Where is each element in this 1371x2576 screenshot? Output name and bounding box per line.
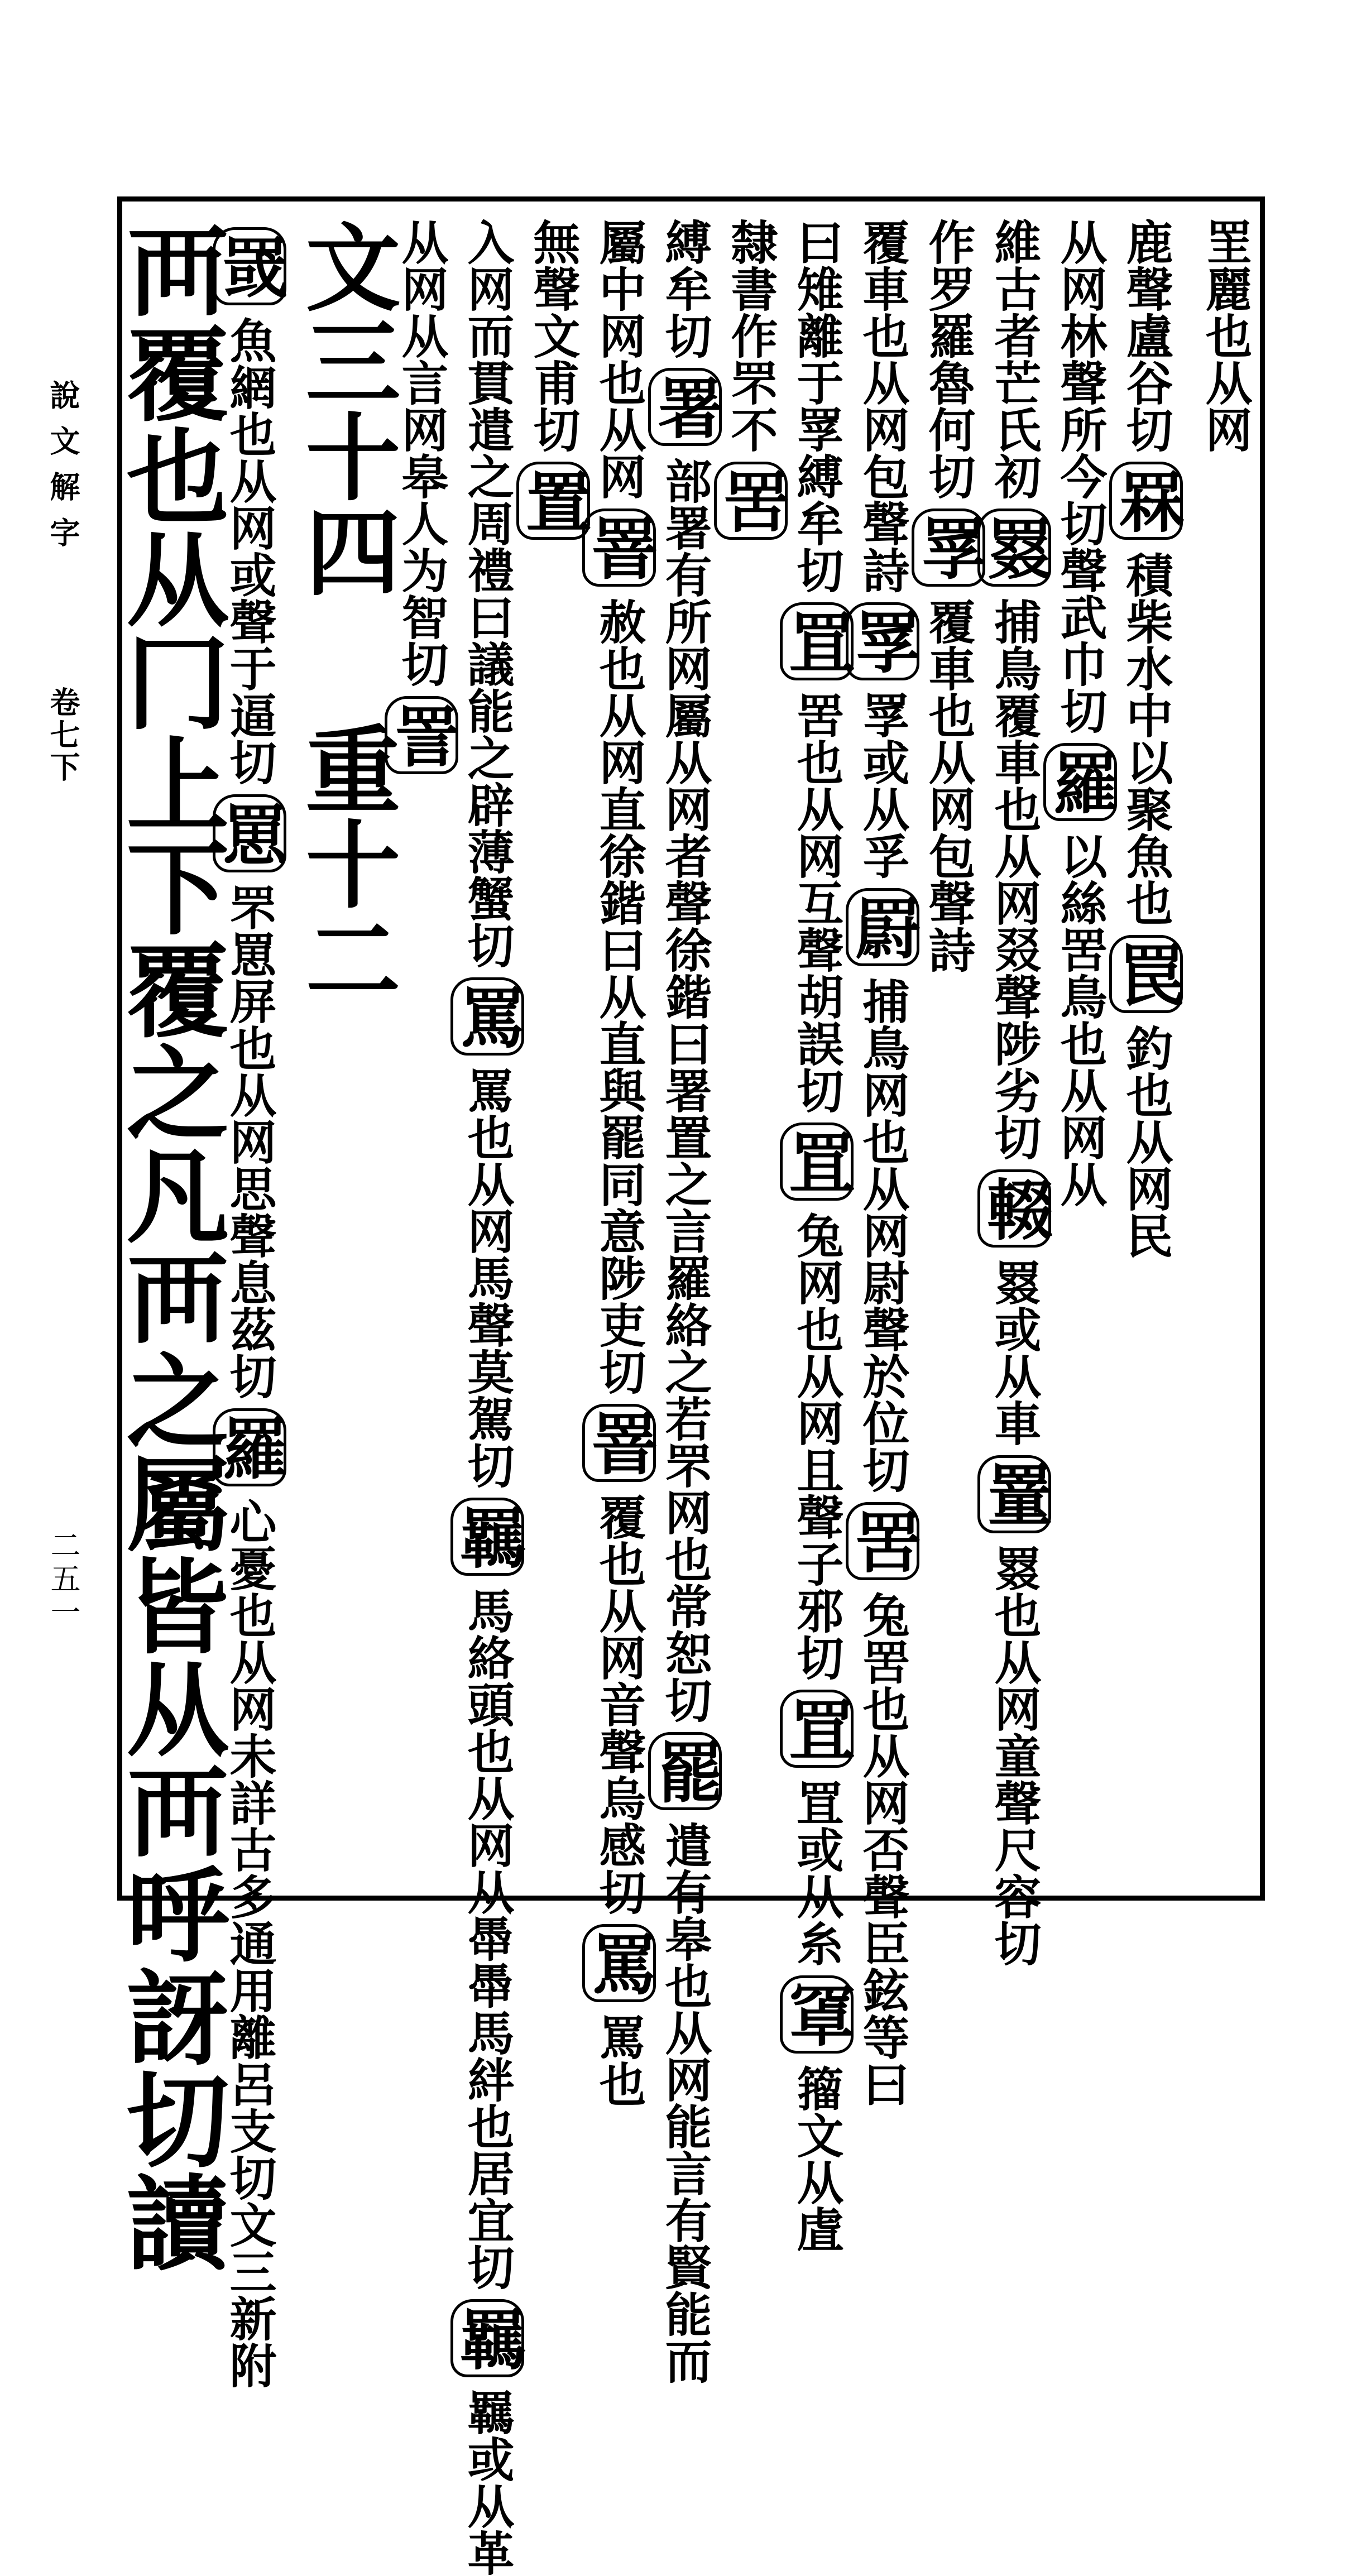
seal-character: 罠	[1109, 935, 1183, 1013]
seal-character: 輟	[977, 1169, 1051, 1248]
gloss-text: 作罗羅魯何切	[921, 218, 976, 500]
seal-character: 羈	[450, 1498, 524, 1576]
gloss-text: 赦也从网直徐鍇曰从直與罷同意陟吏切	[592, 598, 647, 1395]
gloss-text: 重十二	[289, 721, 401, 1005]
gloss-text: 入网而貫遣之周禮曰議能之辟薄蟹切	[460, 218, 515, 968]
volume-label: 卷七下	[45, 687, 81, 784]
text-column	[910, 218, 987, 973]
text-column	[286, 218, 401, 1128]
text-column	[383, 218, 461, 785]
text-column	[1183, 218, 1253, 453]
gloss-text: 馬絡頭也从网从馽馽馬絆也居宜切	[460, 1587, 515, 2290]
gloss-text: 魚網也从网或聲于逼切	[222, 316, 277, 785]
seal-character: 羅	[1043, 743, 1117, 821]
seal-character: 罻	[846, 888, 919, 966]
gloss-text: 罘罳屏也从网思聲息茲切	[222, 884, 277, 1399]
gloss-text: 文三新附	[222, 2201, 277, 2388]
text-column	[581, 218, 658, 2107]
text-column	[712, 218, 790, 551]
seal-character: 署	[648, 368, 722, 446]
gloss-text: 罵也从网馬聲莫駕切	[460, 1067, 515, 1489]
text-column	[976, 218, 1053, 1966]
seal-character: 罵	[582, 1924, 656, 2002]
seal-character: 罝	[780, 1122, 854, 1201]
text-column	[646, 218, 724, 2384]
gloss-text: 維古者芒氏初	[987, 218, 1042, 500]
seal-character: 罟	[714, 462, 788, 540]
seal-character: 罝	[780, 1690, 854, 1768]
gloss-text: 積柴水中以聚魚也	[1119, 551, 1174, 926]
gloss-text: 罝或从糸	[789, 1779, 845, 1966]
text-column	[1042, 218, 1119, 1207]
seal-character: 羈	[450, 2299, 524, 2377]
gloss-text: 羈或从革	[460, 2388, 515, 2576]
seal-character: 罯	[582, 509, 656, 587]
seal-character: 𦋐	[780, 1975, 854, 2054]
text-column	[515, 218, 592, 551]
text-column	[449, 218, 526, 2576]
text-column	[844, 218, 922, 2107]
gloss-text: 从网林聲所今切	[1053, 218, 1108, 546]
seal-character: 罧	[1109, 462, 1183, 540]
seal-character: 罦	[912, 509, 985, 587]
gloss-text: 覆車也从网包聲詩	[921, 598, 976, 973]
gloss-text: 讀	[109, 2170, 229, 2272]
gloss-text: 曰雉離于罦縛牟切	[789, 218, 845, 593]
seal-character: 罵	[450, 977, 524, 1056]
gloss-text: 罵也	[592, 2013, 647, 2107]
gloss-text: 籀文从虘	[789, 2065, 845, 2252]
gloss-text: 聲武巾切	[1053, 546, 1108, 734]
page-number: 二五一	[46, 1529, 81, 1630]
gloss-text: 文三十四	[289, 218, 401, 598]
seal-character: 罬	[977, 509, 1051, 587]
gloss-text: 鹿聲盧谷切	[1119, 218, 1174, 453]
gloss-text: 釣也从网民	[1119, 1024, 1174, 1259]
gloss-text: 無聲文甫切	[526, 218, 581, 453]
gloss-text: 罦或从孚	[855, 692, 910, 879]
seal-character: 罳	[213, 794, 286, 872]
seal-character: 罷	[648, 1732, 722, 1810]
gloss-text: 隸書作罘不	[723, 218, 779, 453]
gloss-text: 罬或从車	[987, 1259, 1042, 1446]
gloss-text: 兔罟也从网否聲臣鉉等曰	[855, 1591, 910, 2107]
text-column	[1108, 218, 1185, 1259]
gloss-text: 縛牟切	[658, 218, 713, 359]
gloss-text: 以絲罟鳥也从网从	[1053, 832, 1108, 1207]
gloss-text: 心憂也从网未詳古多通用離呂支切	[222, 1498, 277, 2201]
seal-character: 置	[516, 462, 590, 540]
gloss-text: 兔网也从网且聲子邪切	[789, 1212, 845, 1681]
gloss-text: 屬中网也从网	[592, 218, 647, 500]
book-title: 說文解字	[45, 380, 81, 563]
gloss-text: 从网从言网皋人为智切	[394, 218, 449, 687]
gloss-text: 遣有皋也从网能言有賢能而	[658, 1821, 713, 2384]
text-column	[778, 218, 856, 2252]
gloss-text: 罜麗也从网	[1198, 218, 1253, 453]
seal-character: 罝	[780, 602, 854, 680]
gloss-text: 捕鳥网也从网尉聲於位切	[855, 977, 910, 1493]
text-frame	[109, 196, 1265, 2576]
seal-character: 罭	[213, 227, 286, 305]
gloss-text: 呼訝切	[109, 1862, 229, 2170]
seal-character: 羅	[213, 1408, 286, 1486]
seal-character: 罯	[582, 1404, 656, 1482]
gloss-text: 部署有所网屬从网者聲徐鍇曰署置之言羅絡之若罘网也常恕切	[658, 457, 713, 1723]
seal-character: 詈	[385, 696, 458, 774]
seal-character: 罟	[846, 1502, 919, 1580]
gloss-text: 罟也从网互聲胡誤切	[789, 692, 845, 1114]
gloss-text: 覆也从网音聲烏感切	[592, 1493, 647, 1915]
gloss-text: 覆車也从网包聲詩	[855, 218, 910, 593]
text-column	[109, 218, 229, 2272]
gloss-text: 罬也从网童聲尺容切	[987, 1544, 1042, 1966]
gloss-text: 捕鳥覆車也从网叕聲陟劣切	[987, 598, 1042, 1160]
seal-character: 罿	[977, 1455, 1051, 1533]
text-column	[211, 218, 289, 2388]
gloss-text: 襾覆也从冂上下覆之凡襾之屬皆从襾	[109, 218, 229, 1862]
seal-character: 罦	[846, 602, 919, 680]
